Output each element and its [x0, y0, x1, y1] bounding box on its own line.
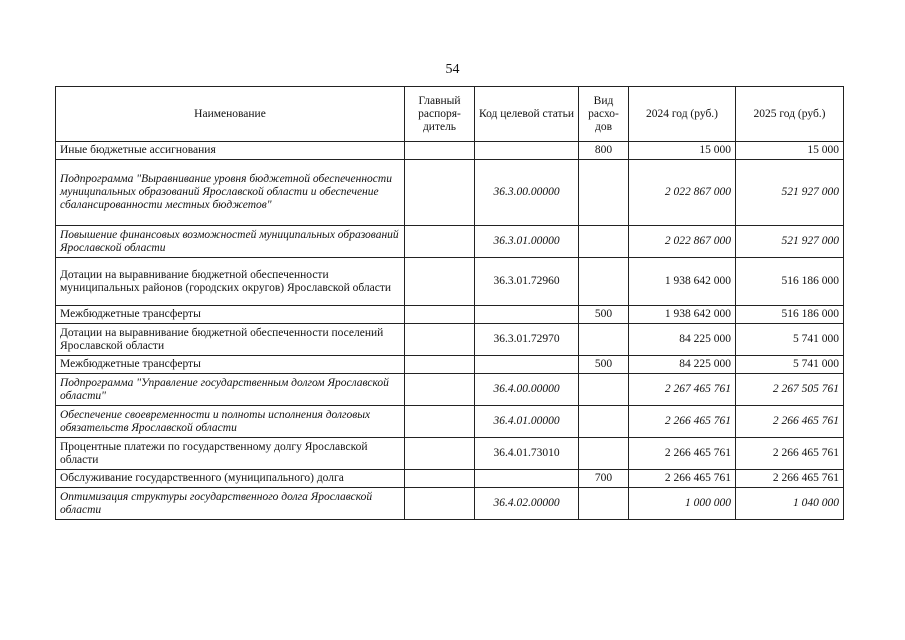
row-2025-cell: 1 040 000 — [736, 488, 844, 520]
table-row — [56, 438, 844, 470]
row-glav-cell — [405, 160, 475, 226]
row-code-cell — [475, 306, 579, 324]
row-name-cell: Межбюджетные трансферты — [56, 306, 405, 324]
row-code-cell — [475, 356, 579, 374]
budget-table — [55, 86, 844, 520]
row-2024-cell: 84 225 000 — [629, 324, 736, 356]
row-vid-cell — [579, 488, 629, 520]
table-row — [56, 406, 844, 438]
row-2024-cell: 2 266 465 761 — [629, 406, 736, 438]
row-name-cell: Подпрограмма "Управление государственным долгом Ярославской области" — [56, 374, 405, 406]
row-glav-cell — [405, 470, 475, 488]
row-2024-cell: 2 266 465 761 — [629, 470, 736, 488]
row-vid-cell — [579, 160, 629, 226]
table-row — [56, 226, 844, 258]
row-2024-cell: 1 000 000 — [629, 488, 736, 520]
row-vid-cell — [579, 374, 629, 406]
row-name-cell: Повышение финансовых возможностей муниципальных образований Ярославской области — [56, 226, 405, 258]
row-2025-cell: 516 186 000 — [736, 258, 844, 306]
header-2025: 2025 год (руб.) — [736, 87, 844, 142]
table-row — [56, 470, 844, 488]
row-vid-cell — [579, 406, 629, 438]
row-vid-cell: 800 — [579, 142, 629, 160]
row-2024-cell: 2 022 867 000 — [629, 226, 736, 258]
row-vid-cell: 700 — [579, 470, 629, 488]
table-body — [56, 142, 844, 520]
row-code-cell: 36.3.01.72970 — [475, 324, 579, 356]
row-glav-cell — [405, 226, 475, 258]
header-code: Код целевой статьи — [475, 87, 579, 142]
table-row — [56, 356, 844, 374]
row-name-cell: Межбюджетные трансферты — [56, 356, 405, 374]
row-2024-cell: 2 266 465 761 — [629, 438, 736, 470]
row-name-cell: Дотации на выравнивание бюджетной обеспеченности муниципальных районов (городских округов) Ярославской области — [56, 258, 405, 306]
row-2024-cell: 1 938 642 000 — [629, 258, 736, 306]
row-code-cell: 36.4.01.73010 — [475, 438, 579, 470]
header-vid: Вид расхо-дов — [579, 87, 629, 142]
header-name: Наименование — [56, 87, 405, 142]
row-code-cell: 36.4.00.00000 — [475, 374, 579, 406]
row-code-cell: 36.3.01.72960 — [475, 258, 579, 306]
row-code-cell: 36.4.02.00000 — [475, 488, 579, 520]
row-glav-cell — [405, 488, 475, 520]
row-2024-cell: 15 000 — [629, 142, 736, 160]
row-2024-cell: 2 267 465 761 — [629, 374, 736, 406]
row-code-cell — [475, 470, 579, 488]
row-2025-cell: 2 266 465 761 — [736, 438, 844, 470]
row-name-cell: Обеспечение своевременности и полноты исполнения долговых обязательств Ярославской области — [56, 406, 405, 438]
row-2025-cell: 516 186 000 — [736, 306, 844, 324]
row-2025-cell: 5 741 000 — [736, 356, 844, 374]
page-number: 54 — [445, 62, 460, 77]
row-glav-cell — [405, 324, 475, 356]
row-2024-cell: 84 225 000 — [629, 356, 736, 374]
row-glav-cell — [405, 406, 475, 438]
row-glav-cell — [405, 306, 475, 324]
row-name-cell: Процентные платежи по государственному долгу Ярославской области — [56, 438, 405, 470]
header-glav: Главный распоря-дитель — [405, 87, 475, 142]
row-name-cell: Дотации на выравнивание бюджетной обеспеченности поселений Ярославской области — [56, 324, 405, 356]
row-vid-cell: 500 — [579, 306, 629, 324]
row-code-cell: 36.3.01.00000 — [475, 226, 579, 258]
row-glav-cell — [405, 356, 475, 374]
row-glav-cell — [405, 438, 475, 470]
row-vid-cell — [579, 258, 629, 306]
table-row — [56, 488, 844, 520]
table-row — [56, 374, 844, 406]
row-glav-cell — [405, 374, 475, 406]
row-name-cell: Обслуживание государственного (муниципального) долга — [56, 470, 405, 488]
row-name-cell: Иные бюджетные ассигнования — [56, 142, 405, 160]
row-2024-cell: 1 938 642 000 — [629, 306, 736, 324]
row-code-cell — [475, 142, 579, 160]
row-vid-cell: 500 — [579, 356, 629, 374]
row-2025-cell: 5 741 000 — [736, 324, 844, 356]
row-2025-cell: 521 927 000 — [736, 226, 844, 258]
row-2025-cell: 521 927 000 — [736, 160, 844, 226]
row-code-cell: 36.4.01.00000 — [475, 406, 579, 438]
row-name-cell: Подпрограмма "Выравнивание уровня бюджетной обеспеченности муниципальных образований Ярославской области и обеспечение сбалансированности местных бюджетов" — [56, 160, 405, 226]
table-row — [56, 160, 844, 226]
row-vid-cell — [579, 438, 629, 470]
row-vid-cell — [579, 226, 629, 258]
table-row — [56, 142, 844, 160]
row-glav-cell — [405, 142, 475, 160]
row-2025-cell: 2 267 505 761 — [736, 374, 844, 406]
row-name-cell: Оптимизация структуры государственного долга Ярославской области — [56, 488, 405, 520]
row-code-cell: 36.3.00.00000 — [475, 160, 579, 226]
row-2025-cell: 2 266 465 761 — [736, 406, 844, 438]
table-row — [56, 258, 844, 306]
table-row — [56, 324, 844, 356]
row-2025-cell: 2 266 465 761 — [736, 470, 844, 488]
row-glav-cell — [405, 258, 475, 306]
row-2024-cell: 2 022 867 000 — [629, 160, 736, 226]
row-vid-cell — [579, 324, 629, 356]
header-2024: 2024 год (руб.) — [629, 87, 736, 142]
table-header-row — [56, 87, 844, 142]
row-2025-cell: 15 000 — [736, 142, 844, 160]
table-row — [56, 306, 844, 324]
